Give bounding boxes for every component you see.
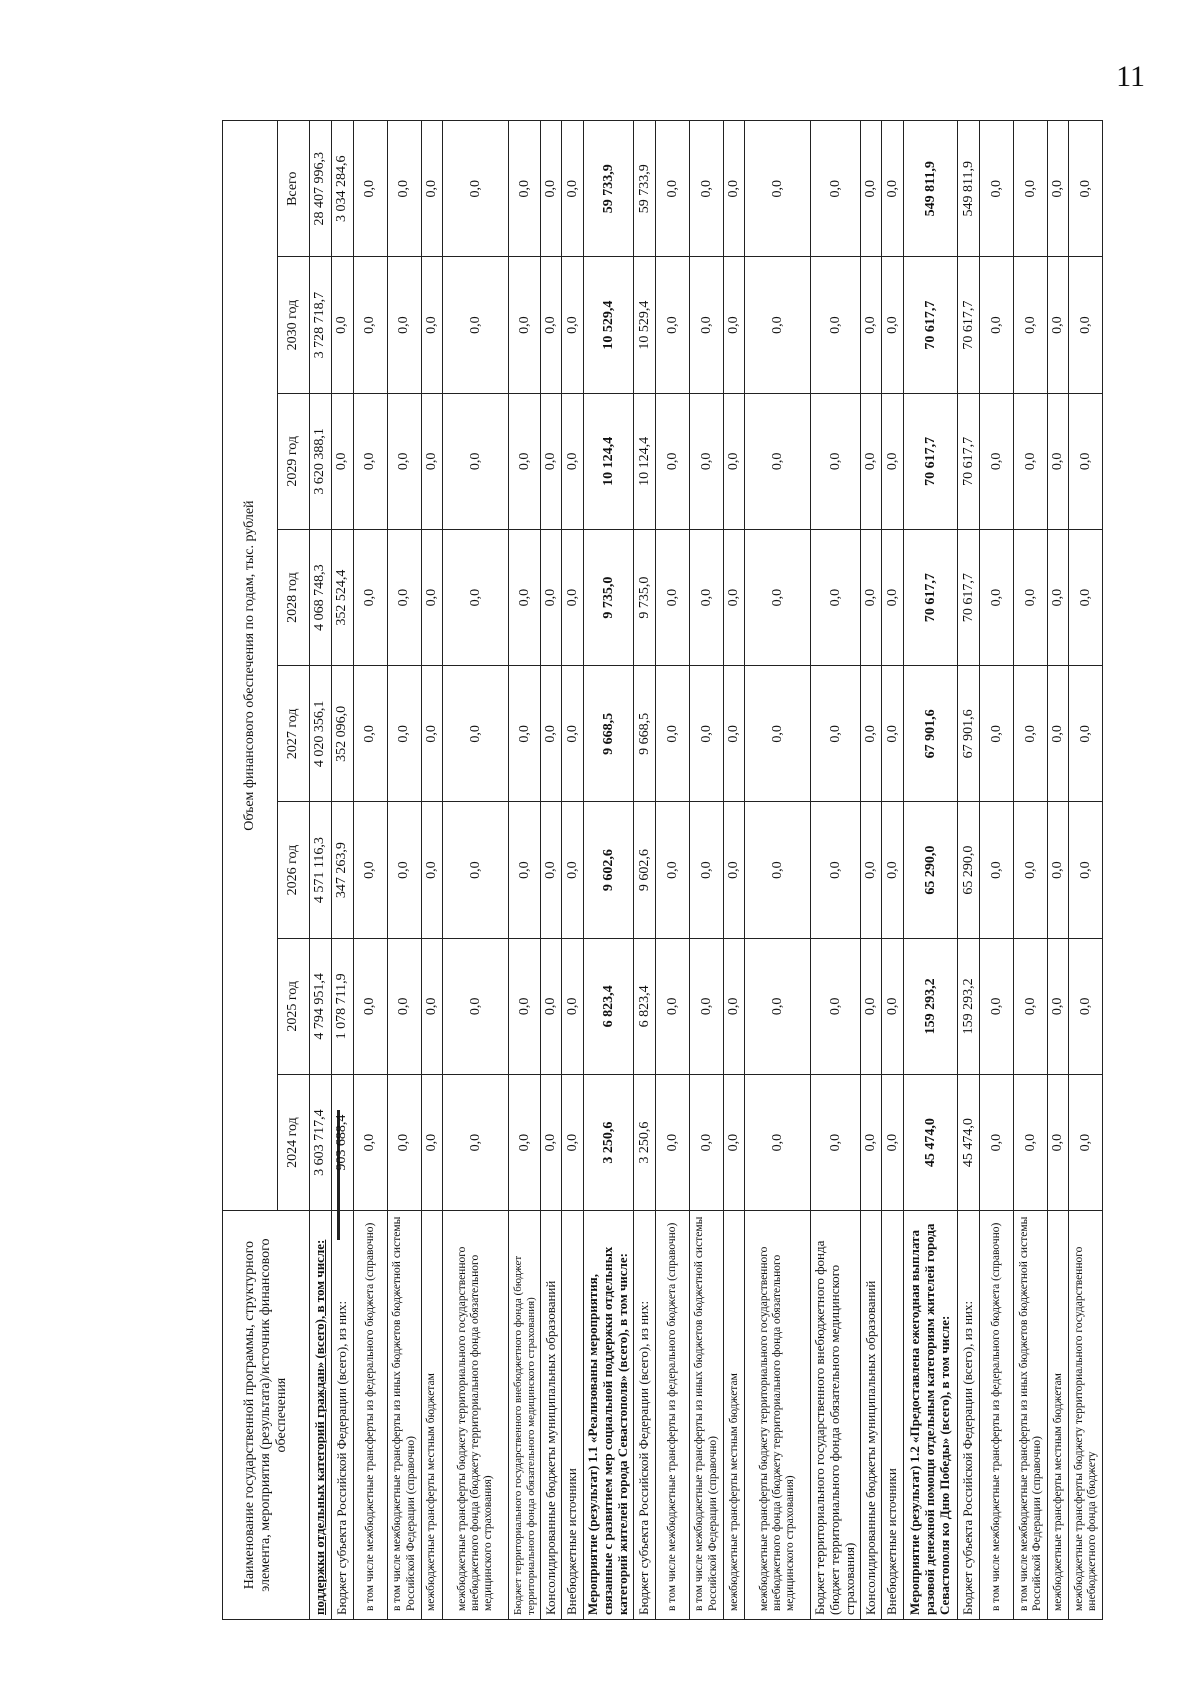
table-row [634,121,656,1620]
total-cell: 0,0 [690,121,724,257]
value-cell: 0,0 [422,666,443,802]
value-cell: 0,0 [1069,1074,1103,1210]
value-cell: 0,0 [1014,257,1048,393]
value-cell: 0,0 [811,802,861,938]
value-cell: 0,0 [1014,529,1048,665]
value-cell: 67 901,6 [958,666,980,802]
header-volume-group: Объем финансового обеспечения по годам, тыс. рублей [223,121,278,1211]
value-cell: 10 529,4 [584,257,634,393]
value-cell: 0,0 [509,257,541,393]
value-cell: 0,0 [509,802,541,938]
total-cell: 0,0 [980,121,1014,257]
total-cell: 3 034 284,6 [332,121,354,257]
table-row [980,121,1014,1620]
value-cell: 0,0 [656,393,690,529]
value-cell: 0,0 [354,802,388,938]
value-cell: 70 617,7 [958,529,980,665]
total-cell: 549 811,9 [904,121,958,257]
value-cell: 0,0 [388,529,422,665]
value-cell: 0,0 [443,938,509,1074]
value-cell: 0,0 [656,666,690,802]
row-label: Бюджет субъекта Российской Федерации (всего), из них: [958,1211,980,1620]
value-cell: 0,0 [541,1074,562,1210]
value-cell: 6 823,4 [634,938,656,1074]
value-cell: 0,0 [509,1074,541,1210]
value-cell: 0,0 [1014,938,1048,1074]
value-cell: 0,0 [882,529,904,665]
value-cell: 4 571 116,3 [310,802,332,938]
table-row [562,121,584,1620]
total-cell: 0,0 [422,121,443,257]
header-year: 2026 год [278,802,310,938]
value-cell: 9 602,6 [584,802,634,938]
value-cell: 9 735,0 [634,529,656,665]
table-row [656,121,690,1620]
value-cell: 0,0 [562,257,584,393]
value-cell: 0,0 [690,529,724,665]
value-cell: 0,0 [562,938,584,1074]
row-label: Мероприятие (результат) 1.1 «Реализованы мероприятия, связанные с развитием мер социальной поддержки отдельных категорий жителей города Севастополя» (всего), в том числе: [584,1211,634,1620]
row-label: Мероприятие (результат) 1.2 «Предоставлена ежегодная выплата разовой денежной помощи отдельным категориям жителей города Севастополя ко Дню Победы» (всего), в том числе: [904,1211,958,1620]
value-cell: 0,0 [562,393,584,529]
header-year: 2025 год [278,938,310,1074]
value-cell: 3 603 717,4 [310,1074,332,1210]
value-cell: 0,0 [422,1074,443,1210]
value-cell: 0,0 [811,257,861,393]
table-row [388,121,422,1620]
value-cell: 0,0 [1069,257,1103,393]
total-cell: 0,0 [1014,121,1048,257]
value-cell: 0,0 [745,393,811,529]
value-cell: 0,0 [443,393,509,529]
value-cell: 0,0 [690,257,724,393]
value-cell: 3 250,6 [634,1074,656,1210]
row-label: Консолидированные бюджеты муниципальных образований [861,1211,882,1620]
value-cell: 0,0 [980,529,1014,665]
value-cell: 347 263,9 [332,802,354,938]
row-label: Бюджет территориального государственного внебюджетного фонда (бюджет территориального фонда обязательного медицинского страхования) [811,1211,861,1620]
total-cell: 0,0 [1069,121,1103,257]
total-cell: 0,0 [861,121,882,257]
value-cell: 0,0 [1014,802,1048,938]
value-cell: 0,0 [332,393,354,529]
table-row [310,121,332,1620]
value-cell: 0,0 [1069,529,1103,665]
value-cell: 0,0 [332,257,354,393]
total-cell: 0,0 [745,121,811,257]
total-cell: 0,0 [562,121,584,257]
value-cell: 0,0 [562,802,584,938]
table-body [310,121,1103,1620]
rotated-table-container [222,120,1102,1620]
value-cell: 0,0 [1014,666,1048,802]
row-label: межбюджетные трансферты бюджету территориального государственного внебюджетного фонда (бюджету территориального фонда обязательного медицинского страхования) [443,1211,509,1620]
value-cell: 0,0 [811,393,861,529]
value-cell: 159 293,2 [904,938,958,1074]
table-row [882,121,904,1620]
value-cell: 0,0 [509,938,541,1074]
value-cell: 0,0 [882,938,904,1074]
value-cell: 65 290,0 [958,802,980,938]
value-cell: 0,0 [541,393,562,529]
value-cell: 3 620 388,1 [310,393,332,529]
value-cell: 352 524,4 [332,529,354,665]
value-cell: 9 668,5 [634,666,656,802]
header-year: 2029 год [278,393,310,529]
value-cell: 0,0 [690,1074,724,1210]
value-cell: 0,0 [1048,802,1069,938]
total-cell: 0,0 [1048,121,1069,257]
value-cell: 0,0 [1048,529,1069,665]
value-cell: 0,0 [562,529,584,665]
row-label: Бюджет субъекта Российской Федерации (всего), из них: [634,1211,656,1620]
table-row [1069,121,1103,1620]
total-cell: 0,0 [811,121,861,257]
value-cell: 0,0 [422,393,443,529]
value-cell: 0,0 [861,802,882,938]
row-label: в том числе межбюджетные трансферты из федерального бюджета (справочно) [980,1211,1014,1620]
value-cell: 0,0 [1048,257,1069,393]
row-label: Бюджет территориального государственного внебюджетного фонда (бюджет территориального фонда обязательного медицинского страхования) [509,1211,541,1620]
row-label: межбюджетные трансферты местным бюджетам [1048,1211,1069,1620]
value-cell: 0,0 [443,802,509,938]
value-cell: 0,0 [354,393,388,529]
value-cell: 0,0 [388,802,422,938]
value-cell: 0,0 [811,666,861,802]
row-label: в том числе межбюджетные трансферты из федерального бюджета (справочно) [656,1211,690,1620]
value-cell: 9 602,6 [634,802,656,938]
value-cell: 0,0 [656,1074,690,1210]
value-cell: 0,0 [422,257,443,393]
value-cell: 0,0 [541,938,562,1074]
value-cell: 70 617,7 [958,257,980,393]
value-cell: 0,0 [562,666,584,802]
value-cell: 0,0 [509,393,541,529]
value-cell: 0,0 [422,529,443,665]
value-cell: 0,0 [724,802,745,938]
table-row [509,121,541,1620]
value-cell: 0,0 [1048,393,1069,529]
table-row [1048,121,1069,1620]
value-cell: 0,0 [388,257,422,393]
header-year: 2027 год [278,666,310,802]
value-cell: 0,0 [745,529,811,665]
value-cell: 0,0 [1069,393,1103,529]
value-cell: 0,0 [745,802,811,938]
value-cell: 1 078 711,9 [332,938,354,1074]
value-cell: 0,0 [980,257,1014,393]
value-cell: 0,0 [724,257,745,393]
table-row [541,121,562,1620]
value-cell: 0,0 [690,802,724,938]
value-cell: 0,0 [745,666,811,802]
value-cell: 0,0 [724,938,745,1074]
value-cell: 45 474,0 [958,1074,980,1210]
value-cell: 6 823,4 [584,938,634,1074]
value-cell: 0,0 [1069,938,1103,1074]
value-cell: 0,0 [1069,802,1103,938]
row-label: в том числе межбюджетные трансферты из иных бюджетов бюджетной системы Российской Федерации (справочно) [1014,1211,1048,1620]
total-cell: 0,0 [724,121,745,257]
value-cell: 10 124,4 [584,393,634,529]
table-row [1014,121,1048,1620]
row-label: межбюджетные трансферты бюджету территориального государственного внебюджетного фонда (бюджету территориального фонда обязательного медицинского страхования) [745,1211,811,1620]
row-label: Внебюджетные источники [562,1211,584,1620]
value-cell: 0,0 [656,802,690,938]
row-label: Бюджет субъекта Российской Федерации (всего), из них: [332,1211,354,1620]
value-cell: 0,0 [861,1074,882,1210]
value-cell: 9 668,5 [584,666,634,802]
total-cell: 0,0 [882,121,904,257]
row-label: межбюджетные трансферты местным бюджетам [422,1211,443,1620]
value-cell: 0,0 [541,802,562,938]
value-cell: 0,0 [980,802,1014,938]
value-cell: 4 794 951,4 [310,938,332,1074]
value-cell: 0,0 [388,1074,422,1210]
header-year: 2028 год [278,529,310,665]
value-cell: 0,0 [422,938,443,1074]
value-cell: 0,0 [882,393,904,529]
total-cell: 28 407 996,3 [310,121,332,257]
table-row [354,121,388,1620]
value-cell: 0,0 [745,257,811,393]
value-cell: 0,0 [1048,666,1069,802]
value-cell: 0,0 [1048,1074,1069,1210]
value-cell: 70 617,7 [904,529,958,665]
row-label: Внебюджетные источники [882,1211,904,1620]
value-cell: 0,0 [861,529,882,665]
total-cell: 0,0 [443,121,509,257]
value-cell: 0,0 [1048,938,1069,1074]
value-cell: 0,0 [541,529,562,665]
value-cell: 0,0 [443,257,509,393]
value-cell: 0,0 [443,666,509,802]
value-cell: 70 617,7 [958,393,980,529]
header-name-column: Наименование государственной программы, структурного элемента, мероприятия (результата)/источник финансового обеспечения [223,1211,310,1620]
value-cell: 0,0 [861,666,882,802]
value-cell: 70 617,7 [904,393,958,529]
value-cell: 0,0 [509,666,541,802]
page-number: 11 [1116,60,1145,93]
total-cell: 0,0 [388,121,422,257]
value-cell: 0,0 [509,529,541,665]
table-row [904,121,958,1620]
value-cell: 0,0 [980,938,1014,1074]
total-cell: 0,0 [541,121,562,257]
value-cell: 3 728 718,7 [310,257,332,393]
value-cell: 0,0 [388,393,422,529]
value-cell: 0,0 [690,938,724,1074]
value-cell: 0,0 [861,257,882,393]
row-label: в том числе межбюджетные трансферты из иных бюджетов бюджетной системы Российской Федерации (справочно) [690,1211,724,1620]
value-cell: 0,0 [354,529,388,665]
value-cell: 0,0 [745,938,811,1074]
value-cell: 0,0 [1014,393,1048,529]
value-cell: 0,0 [690,393,724,529]
row-label: Консолидированные бюджеты муниципальных образований [541,1211,562,1620]
total-cell: 549 811,9 [958,121,980,257]
value-cell: 0,0 [811,529,861,665]
value-cell: 0,0 [724,666,745,802]
value-cell: 903 688,4 [332,1074,354,1210]
value-cell: 0,0 [980,666,1014,802]
value-cell: 0,0 [656,938,690,1074]
value-cell: 65 290,0 [904,802,958,938]
total-cell: 59 733,9 [584,121,634,257]
table-row [811,121,861,1620]
value-cell: 0,0 [724,529,745,665]
value-cell: 0,0 [422,802,443,938]
value-cell: 0,0 [882,666,904,802]
table-row [958,121,980,1620]
value-cell: 0,0 [811,1074,861,1210]
row-label: в том числе межбюджетные трансферты из федерального бюджета (справочно) [354,1211,388,1620]
value-cell: 0,0 [354,938,388,1074]
value-cell: 0,0 [811,938,861,1074]
row-label: межбюджетные трансферты местным бюджетам [724,1211,745,1620]
table-row [690,121,724,1620]
value-cell: 0,0 [541,257,562,393]
value-cell: 9 735,0 [584,529,634,665]
value-cell: 0,0 [745,1074,811,1210]
value-cell: 70 617,7 [904,257,958,393]
value-cell: 0,0 [562,1074,584,1210]
header-year: 2024 год [278,1074,310,1210]
total-cell: 59 733,9 [634,121,656,257]
value-cell: 67 901,6 [904,666,958,802]
value-cell: 0,0 [1014,1074,1048,1210]
value-cell: 10 124,4 [634,393,656,529]
total-cell: 0,0 [354,121,388,257]
value-cell: 0,0 [724,393,745,529]
value-cell: 0,0 [882,802,904,938]
value-cell: 0,0 [980,1074,1014,1210]
value-cell: 0,0 [354,1074,388,1210]
value-cell: 0,0 [388,938,422,1074]
value-cell: 0,0 [354,257,388,393]
value-cell: 0,0 [724,1074,745,1210]
value-cell: 0,0 [980,393,1014,529]
value-cell: 10 529,4 [634,257,656,393]
table-row [422,121,443,1620]
financing-table [222,120,1103,1620]
value-cell: 159 293,2 [958,938,980,1074]
header-total: Всего [278,121,310,257]
value-cell: 0,0 [541,666,562,802]
value-cell: 0,0 [656,529,690,665]
value-cell: 0,0 [656,257,690,393]
value-cell: 0,0 [861,938,882,1074]
total-cell: 0,0 [656,121,690,257]
row-label: в том числе межбюджетные трансферты из иных бюджетов бюджетной системы Российской Федерации (справочно) [388,1211,422,1620]
value-cell: 0,0 [1069,666,1103,802]
table-row [584,121,634,1620]
table-row [861,121,882,1620]
value-cell: 4 068 748,3 [310,529,332,665]
row-label: межбюджетные трансферты бюджету территориального государственного внебюджетного фонда (бюджету [1069,1211,1103,1620]
table-row [745,121,811,1620]
row-label: поддержки отдельных категорий граждан» (всего), в том числе: [310,1211,332,1620]
value-cell: 0,0 [388,666,422,802]
value-cell: 0,0 [882,257,904,393]
value-cell: 45 474,0 [904,1074,958,1210]
table-row [332,121,354,1620]
table-row [724,121,745,1620]
value-cell: 0,0 [443,529,509,665]
table-row [443,121,509,1620]
value-cell: 0,0 [882,1074,904,1210]
value-cell: 0,0 [861,393,882,529]
value-cell: 352 096,0 [332,666,354,802]
value-cell: 3 250,6 [584,1074,634,1210]
total-cell: 0,0 [509,121,541,257]
value-cell: 0,0 [443,1074,509,1210]
header-year: 2030 год [278,257,310,393]
value-cell: 4 020 356,1 [310,666,332,802]
value-cell: 0,0 [354,666,388,802]
value-cell: 0,0 [690,666,724,802]
